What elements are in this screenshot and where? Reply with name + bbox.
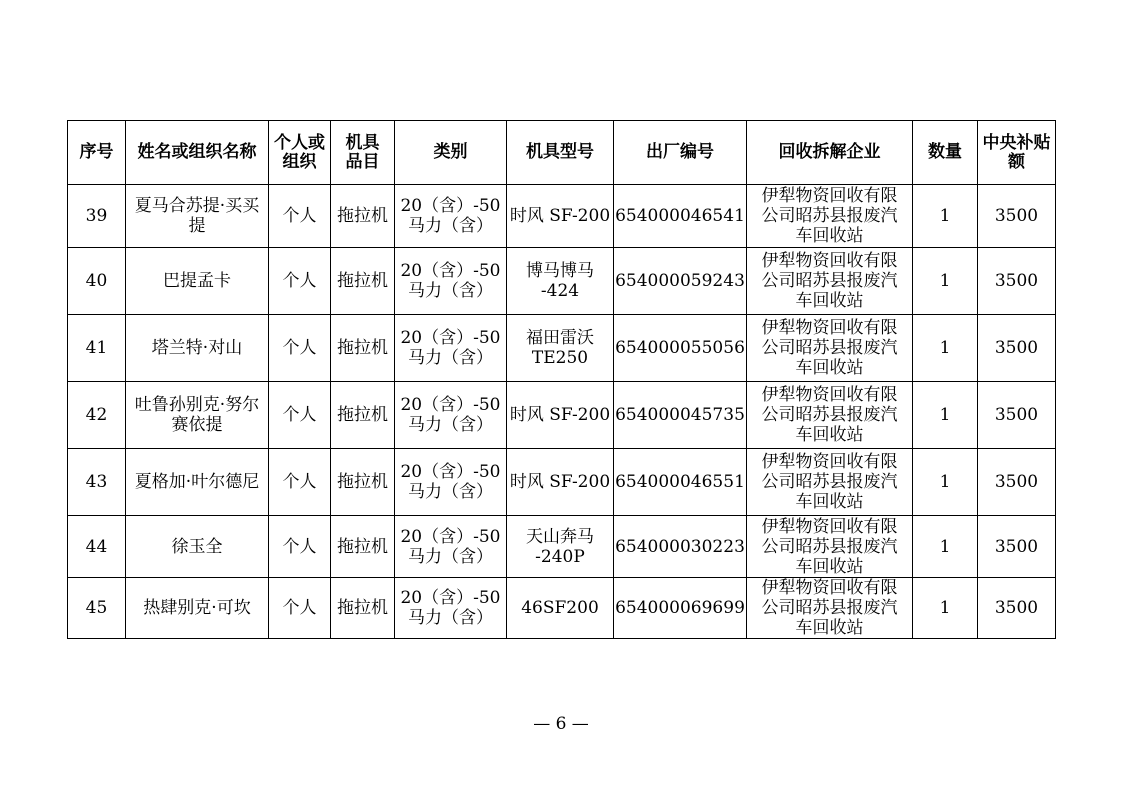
cell-model: 46SF200 bbox=[507, 578, 614, 639]
cell-name: 徐玉全 bbox=[126, 516, 269, 578]
cell-category: 20（含）-50 马力（含） bbox=[395, 315, 507, 382]
cell-subsidy: 3500 bbox=[978, 315, 1056, 382]
cell-qty: 1 bbox=[913, 248, 978, 315]
cell-category: 20（含）-50 马力（含） bbox=[395, 578, 507, 639]
cell-item: 拖拉机 bbox=[331, 516, 395, 578]
cell-seq: 39 bbox=[68, 185, 126, 248]
cell-model: 时风 SF-200 bbox=[507, 382, 614, 449]
cell-serial: 654000055056 bbox=[614, 315, 747, 382]
cell-item: 拖拉机 bbox=[331, 315, 395, 382]
cell-serial: 654000059243 bbox=[614, 248, 747, 315]
cell-seq: 45 bbox=[68, 578, 126, 639]
cell-qty: 1 bbox=[913, 578, 978, 639]
cell-serial: 654000030223 bbox=[614, 516, 747, 578]
cell-type: 个人 bbox=[269, 248, 331, 315]
cell-qty: 1 bbox=[913, 315, 978, 382]
cell-name: 热肆别克·可坎 bbox=[126, 578, 269, 639]
cell-recycler: 伊犁物资回收有限 公司昭苏县报废汽 车回收站 bbox=[747, 315, 913, 382]
table-row bbox=[68, 185, 1056, 248]
cell-qty: 1 bbox=[913, 382, 978, 449]
cell-type: 个人 bbox=[269, 382, 331, 449]
cell-subsidy: 3500 bbox=[978, 382, 1056, 449]
cell-category: 20（含）-50 马力（含） bbox=[395, 185, 507, 248]
cell-name: 夏马合苏提·买买 提 bbox=[126, 185, 269, 248]
cell-recycler: 伊犁物资回收有限 公司昭苏县报废汽 车回收站 bbox=[747, 578, 913, 639]
header-row bbox=[68, 121, 1056, 185]
cell-qty: 1 bbox=[913, 185, 978, 248]
cell-model: 时风 SF-200 bbox=[507, 185, 614, 248]
page-number: — 6 — bbox=[533, 714, 589, 734]
cell-seq: 43 bbox=[68, 449, 126, 516]
cell-subsidy: 3500 bbox=[978, 185, 1056, 248]
cell-model: 时风 SF-200 bbox=[507, 449, 614, 516]
cell-item: 拖拉机 bbox=[331, 449, 395, 516]
cell-seq: 44 bbox=[68, 516, 126, 578]
cell-serial: 654000046551 bbox=[614, 449, 747, 516]
cell-type: 个人 bbox=[269, 578, 331, 639]
cell-seq: 40 bbox=[68, 248, 126, 315]
cell-item: 拖拉机 bbox=[331, 248, 395, 315]
cell-seq: 42 bbox=[68, 382, 126, 449]
cell-type: 个人 bbox=[269, 185, 331, 248]
cell-recycler: 伊犁物资回收有限 公司昭苏县报废汽 车回收站 bbox=[747, 185, 913, 248]
cell-subsidy: 3500 bbox=[978, 516, 1056, 578]
header-recycler: 回收拆解企业 bbox=[747, 121, 913, 185]
cell-serial: 654000045735 bbox=[614, 382, 747, 449]
table-row bbox=[68, 315, 1056, 382]
header-name: 姓名或组织名称 bbox=[126, 121, 269, 185]
cell-name: 巴提孟卡 bbox=[126, 248, 269, 315]
table-row bbox=[68, 516, 1056, 578]
cell-category: 20（含）-50 马力（含） bbox=[395, 248, 507, 315]
cell-category: 20（含）-50 马力（含） bbox=[395, 449, 507, 516]
cell-recycler: 伊犁物资回收有限 公司昭苏县报废汽 车回收站 bbox=[747, 248, 913, 315]
cell-type: 个人 bbox=[269, 516, 331, 578]
cell-subsidy: 3500 bbox=[978, 578, 1056, 639]
subsidy-table bbox=[67, 120, 1056, 639]
cell-name: 吐鲁孙别克·努尔 赛依提 bbox=[126, 382, 269, 449]
header-seq: 序号 bbox=[68, 121, 126, 185]
cell-subsidy: 3500 bbox=[978, 449, 1056, 516]
cell-subsidy: 3500 bbox=[978, 248, 1056, 315]
table-row bbox=[68, 449, 1056, 516]
cell-item: 拖拉机 bbox=[331, 578, 395, 639]
cell-qty: 1 bbox=[913, 449, 978, 516]
cell-recycler: 伊犁物资回收有限 公司昭苏县报废汽 车回收站 bbox=[747, 449, 913, 516]
header-type: 个人或 组织 bbox=[269, 121, 331, 185]
table-row bbox=[68, 382, 1056, 449]
cell-category: 20（含）-50 马力（含） bbox=[395, 516, 507, 578]
header-qty: 数量 bbox=[913, 121, 978, 185]
cell-category: 20（含）-50 马力（含） bbox=[395, 382, 507, 449]
cell-qty: 1 bbox=[913, 516, 978, 578]
cell-name: 夏格加·叶尔德尼 bbox=[126, 449, 269, 516]
cell-name: 塔兰特·对山 bbox=[126, 315, 269, 382]
cell-recycler: 伊犁物资回收有限 公司昭苏县报废汽 车回收站 bbox=[747, 382, 913, 449]
cell-recycler: 伊犁物资回收有限 公司昭苏县报废汽 车回收站 bbox=[747, 516, 913, 578]
cell-item: 拖拉机 bbox=[331, 382, 395, 449]
cell-model: 博马博马 -424 bbox=[507, 248, 614, 315]
cell-type: 个人 bbox=[269, 449, 331, 516]
cell-model: 天山奔马 -240P bbox=[507, 516, 614, 578]
cell-seq: 41 bbox=[68, 315, 126, 382]
cell-item: 拖拉机 bbox=[331, 185, 395, 248]
header-category: 类别 bbox=[395, 121, 507, 185]
cell-model: 福田雷沃 TE250 bbox=[507, 315, 614, 382]
cell-serial: 654000046541 bbox=[614, 185, 747, 248]
header-subsidy: 中央补贴 额 bbox=[978, 121, 1056, 185]
cell-serial: 654000069699 bbox=[614, 578, 747, 639]
table-row bbox=[68, 578, 1056, 639]
table-row bbox=[68, 248, 1056, 315]
header-model: 机具型号 bbox=[507, 121, 614, 185]
header-item: 机具 品目 bbox=[331, 121, 395, 185]
header-serial: 出厂编号 bbox=[614, 121, 747, 185]
cell-type: 个人 bbox=[269, 315, 331, 382]
